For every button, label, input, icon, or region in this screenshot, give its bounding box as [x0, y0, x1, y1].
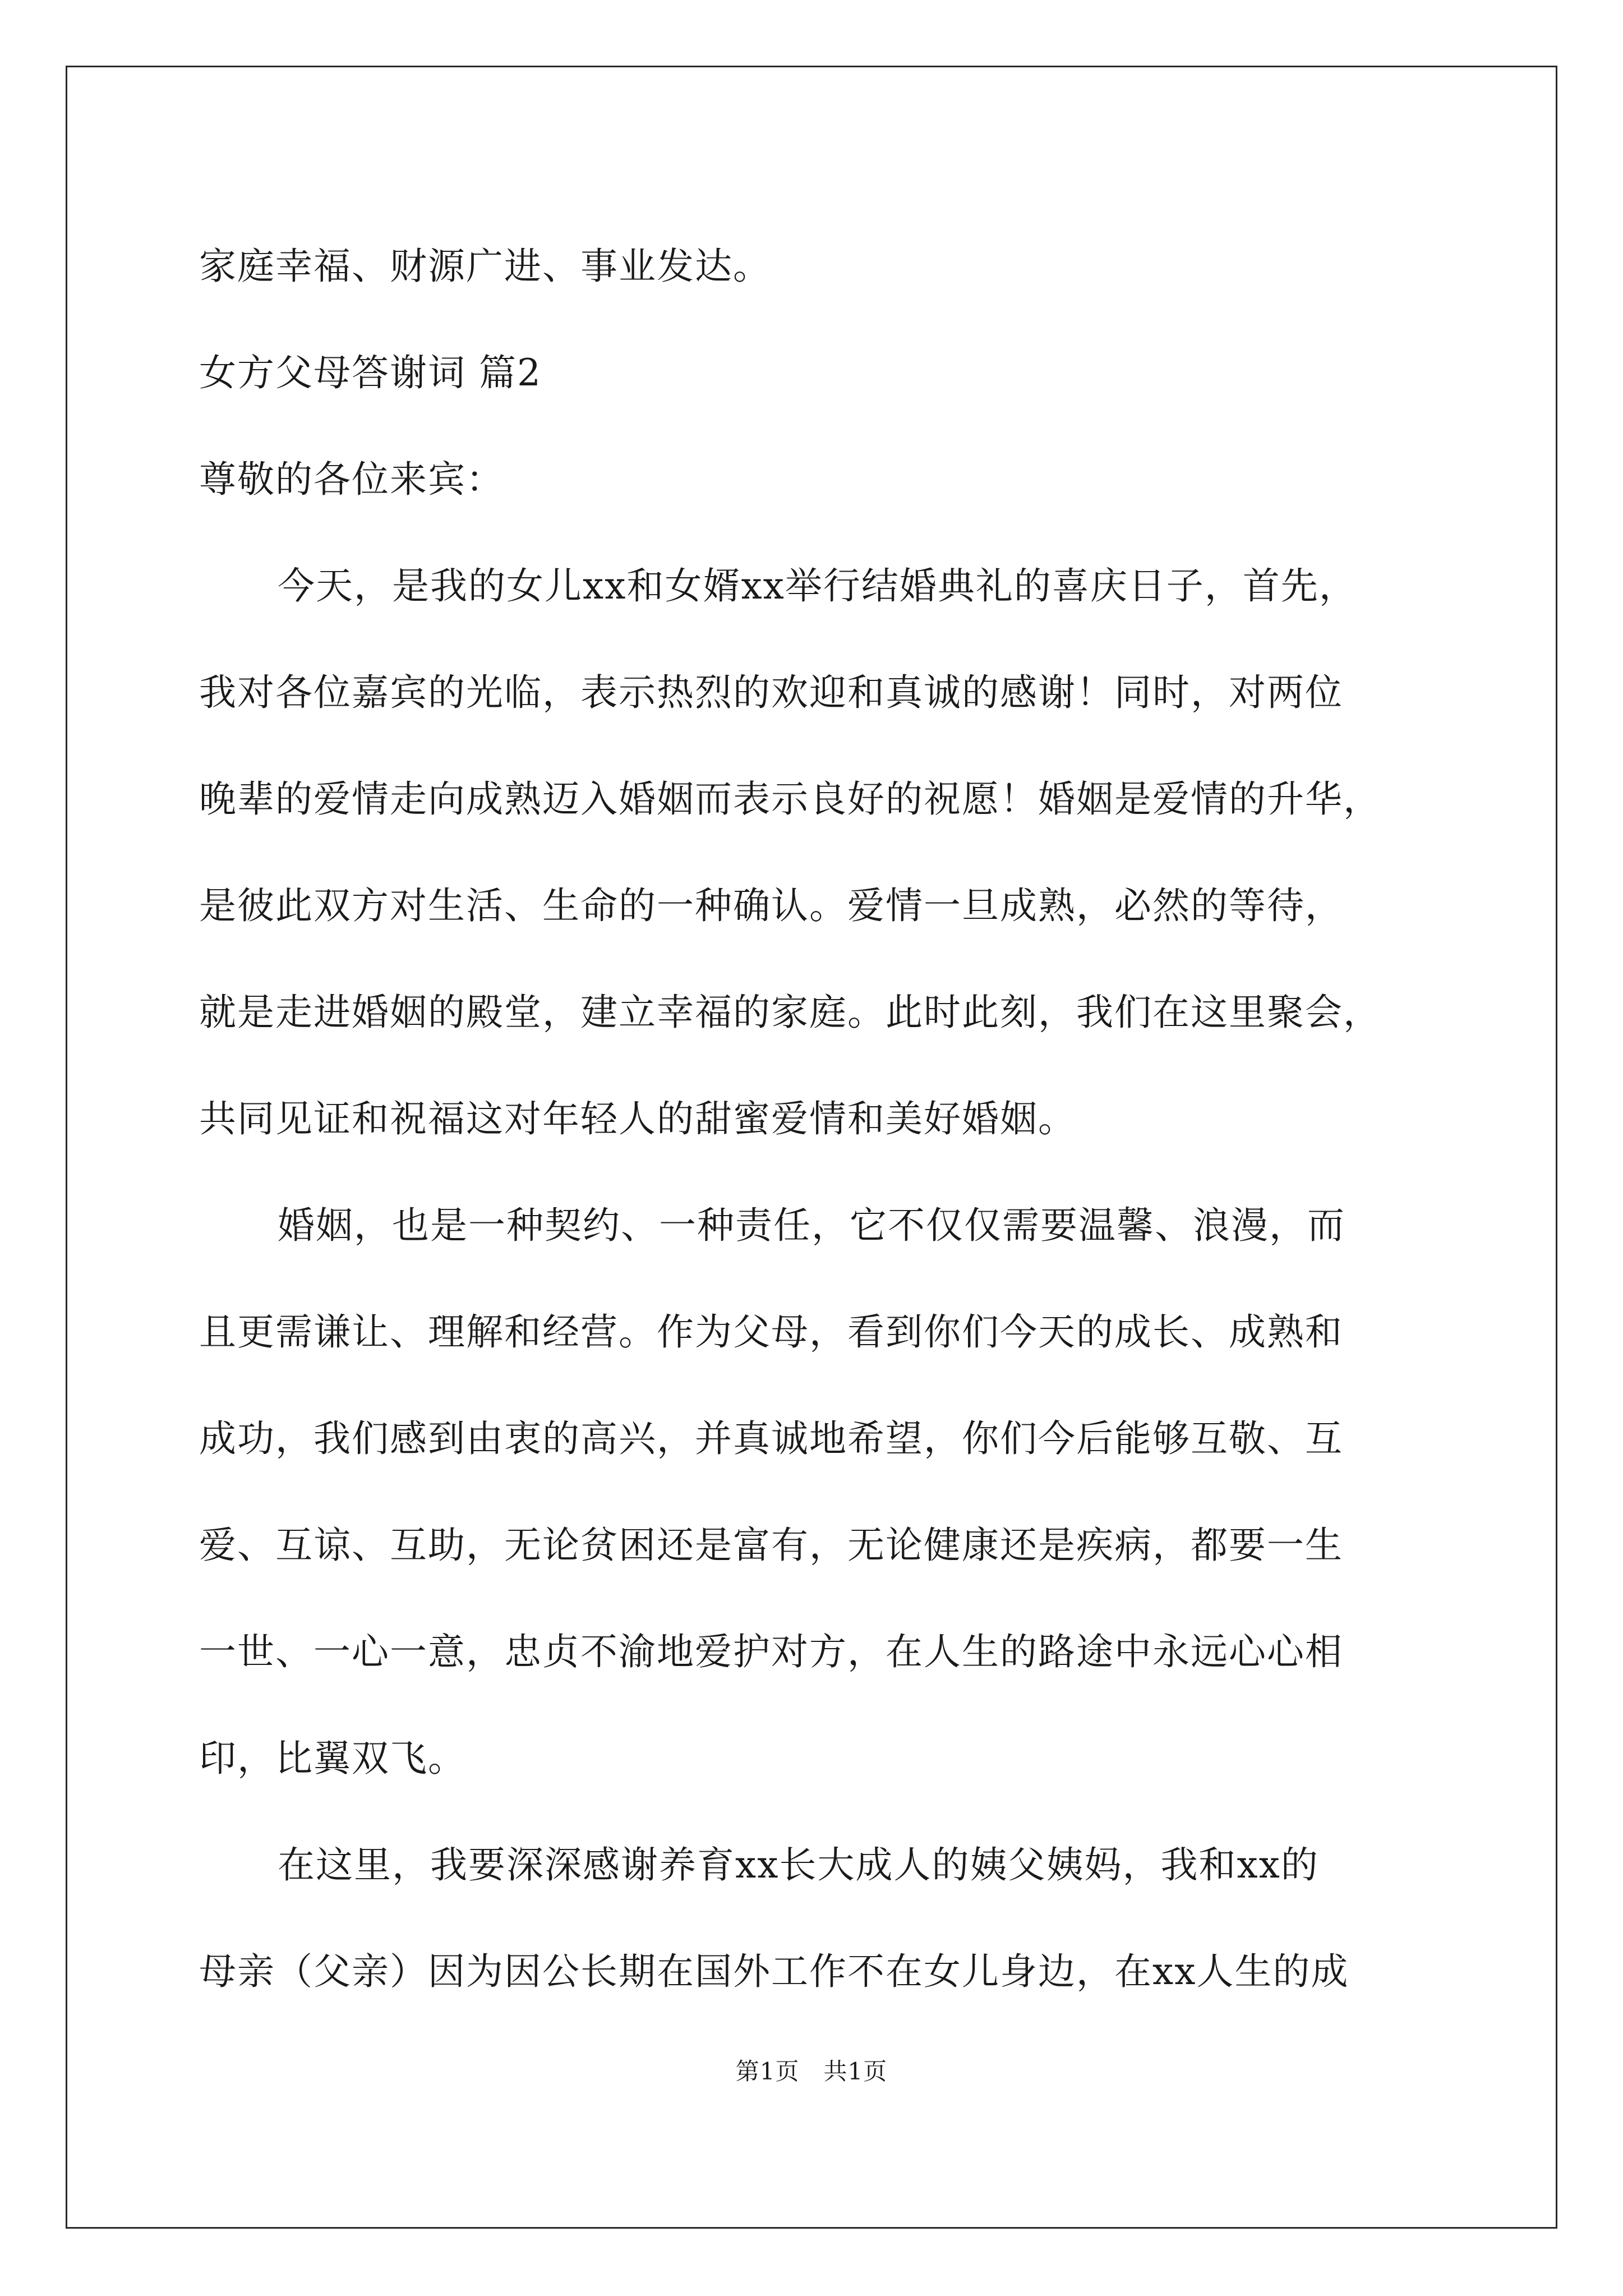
paragraph-3-line: 母亲（父亲）因为因公长期在国外工作不在女儿身边，在xx人生的成: [199, 1950, 1349, 1993]
paragraph-3-line: 在这里，我要深深感谢养育xx长大成人的姨父姨妈，我和xx的: [278, 1843, 1319, 1887]
text-line: 家庭幸福、财源广进、事业发达。: [199, 245, 771, 288]
paragraph-1-line: 晚辈的爱情走向成熟迈入婚姻而表示良好的祝愿！婚姻是爱情的升华，: [199, 777, 1381, 821]
document-body: [199, 213, 1433, 2025]
paragraph-1-line: 我对各位嘉宾的光临，表示热烈的欢迎和真诚的感谢！同时，对两位: [199, 671, 1343, 714]
paragraph-1-line: 共同见证和祝福这对年轻人的甜蜜爱情和美好婚姻。: [199, 1097, 1076, 1140]
paragraph-1-line: 今天，是我的女儿xx和女婿xx举行结婚典礼的喜庆日子，首先，: [278, 564, 1357, 608]
paragraph-1-line: 就是走进婚姻的殿堂，建立幸福的家庭。此时此刻，我们在这里聚会，: [199, 991, 1381, 1034]
section-heading: 女方父母答谢词 篇2: [199, 351, 542, 394]
paragraph-2-line: 印，比翼双飞。: [199, 1737, 466, 1780]
paragraph-2-line: 成功，我们感到由衷的高兴，并真诚地希望，你们今后能够互敬、互: [199, 1417, 1343, 1460]
paragraph-2-line: 婚姻，也是一种契约、一种责任，它不仅仅需要温馨、浪漫，而: [278, 1204, 1345, 1247]
paragraph-2-line: 且更需谦让、理解和经营。作为父母，看到你们今天的成长、成熟和: [199, 1310, 1343, 1354]
paragraph-2-line: 爱、互谅、互助，无论贫困还是富有，无论健康还是疾病，都要一生: [199, 1524, 1343, 1567]
paragraph-2-line: 一世、一心一意，忠贞不渝地爱护对方，在人生的路途中永远心心相: [199, 1630, 1343, 1673]
page-footer: 第1页 共1页: [735, 2058, 888, 2085]
salutation: 尊敬的各位来宾：: [199, 458, 504, 501]
paragraph-1-line: 是彼此双方对生活、生命的一种确认。爱情一旦成熟，必然的等待，: [199, 884, 1343, 927]
